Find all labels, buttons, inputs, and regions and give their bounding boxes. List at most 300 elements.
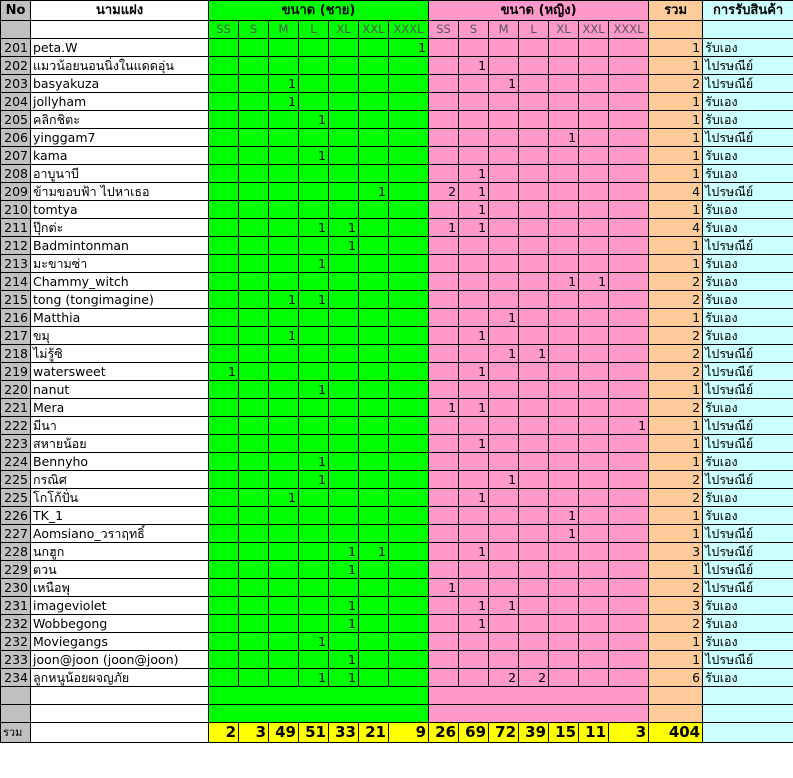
female-size-cell[interactable]: 1: [459, 489, 489, 507]
female-size-cell[interactable]: [579, 255, 609, 273]
delivery-cell[interactable]: รับเอง: [703, 453, 793, 471]
female-size-cell[interactable]: [429, 291, 459, 309]
male-size-cell[interactable]: [389, 309, 429, 327]
male-size-cell[interactable]: [239, 39, 269, 57]
row-number-cell[interactable]: 220: [1, 381, 31, 399]
male-size-cell[interactable]: [389, 57, 429, 75]
male-size-cell[interactable]: 1: [299, 291, 329, 309]
female-size-cell[interactable]: 1: [459, 615, 489, 633]
alias-cell[interactable]: Mera: [31, 399, 209, 417]
row-number-cell[interactable]: 232: [1, 615, 31, 633]
row-total-cell[interactable]: 2: [649, 345, 703, 363]
male-size-cell[interactable]: [239, 93, 269, 111]
delivery-cell[interactable]: รับเอง: [703, 255, 793, 273]
male-size-cell[interactable]: [269, 201, 299, 219]
female-size-cell[interactable]: [519, 525, 549, 543]
female-size-cell[interactable]: [429, 111, 459, 129]
male-size-cell[interactable]: [269, 237, 299, 255]
male-size-cell[interactable]: [299, 579, 329, 597]
male-size-cell[interactable]: [359, 219, 389, 237]
female-size-cell[interactable]: [549, 327, 579, 345]
male-total[interactable]: 51: [299, 723, 329, 743]
female-size-cell[interactable]: [459, 237, 489, 255]
male-size-cell[interactable]: [329, 435, 359, 453]
male-size-cell[interactable]: [329, 147, 359, 165]
male-size-cell[interactable]: [359, 561, 389, 579]
female-blank[interactable]: [429, 705, 649, 723]
male-size-cell[interactable]: 1: [359, 183, 389, 201]
delivery-cell[interactable]: ไปรษณีย์: [703, 183, 793, 201]
female-size-cell[interactable]: [549, 561, 579, 579]
total-header[interactable]: รวม: [649, 1, 703, 21]
male-size-cell[interactable]: [209, 183, 239, 201]
female-size-cell[interactable]: [579, 363, 609, 381]
male-size-cell[interactable]: 1: [359, 543, 389, 561]
female-size-cell[interactable]: [519, 93, 549, 111]
male-size-cell[interactable]: [209, 129, 239, 147]
male-size-cell[interactable]: [299, 39, 329, 57]
row-number-cell[interactable]: 212: [1, 237, 31, 255]
female-size-cell[interactable]: 1: [609, 417, 649, 435]
delivery-cell[interactable]: ไปรษณีย์: [703, 381, 793, 399]
female-size-cell[interactable]: 1: [579, 273, 609, 291]
male-size-cell[interactable]: [269, 525, 299, 543]
female-size-cell[interactable]: [489, 291, 519, 309]
row-total-cell[interactable]: 2: [649, 291, 703, 309]
female-size-cell[interactable]: [579, 669, 609, 687]
male-size-cell[interactable]: [389, 471, 429, 489]
male-size-cell[interactable]: [209, 507, 239, 525]
female-size-cell[interactable]: [429, 363, 459, 381]
female-size-cell[interactable]: [489, 615, 519, 633]
male-size-cell[interactable]: [359, 669, 389, 687]
male-size-cell[interactable]: [299, 345, 329, 363]
male-size-cell[interactable]: [299, 75, 329, 93]
female-size-cell[interactable]: [579, 93, 609, 111]
male-size-cell[interactable]: [239, 183, 269, 201]
male-size-label[interactable]: XXL: [359, 21, 389, 39]
delivery-cell[interactable]: รับเอง: [703, 309, 793, 327]
male-size-cell[interactable]: 1: [269, 327, 299, 345]
male-size-cell[interactable]: [389, 291, 429, 309]
delivery-cell[interactable]: รับเอง: [703, 39, 793, 57]
female-size-cell[interactable]: [549, 399, 579, 417]
alias-cell[interactable]: ปุ๊กต่ะ: [31, 219, 209, 237]
male-size-cell[interactable]: [329, 183, 359, 201]
female-size-cell[interactable]: [489, 219, 519, 237]
female-size-cell[interactable]: [609, 615, 649, 633]
male-size-cell[interactable]: [299, 543, 329, 561]
male-size-cell[interactable]: [209, 93, 239, 111]
male-size-cell[interactable]: [239, 381, 269, 399]
female-size-cell[interactable]: 2: [489, 669, 519, 687]
alias-cell[interactable]: tong (tongimagine): [31, 291, 209, 309]
male-total[interactable]: 21: [359, 723, 389, 743]
alias-cell[interactable]: TK_1: [31, 507, 209, 525]
row-total-cell[interactable]: 3: [649, 543, 703, 561]
female-size-cell[interactable]: [429, 471, 459, 489]
male-size-cell[interactable]: 1: [299, 471, 329, 489]
male-size-cell[interactable]: [299, 651, 329, 669]
female-size-cell[interactable]: [429, 57, 459, 75]
male-size-cell[interactable]: [209, 345, 239, 363]
name-cell[interactable]: [31, 705, 209, 723]
row-total-cell[interactable]: 4: [649, 183, 703, 201]
male-size-cell[interactable]: [299, 93, 329, 111]
alias-cell[interactable]: Badmintonman: [31, 237, 209, 255]
alias-cell[interactable]: Chammy_witch: [31, 273, 209, 291]
male-size-cell[interactable]: [269, 453, 299, 471]
male-size-cell[interactable]: [359, 417, 389, 435]
female-size-cell[interactable]: [609, 273, 649, 291]
female-size-cell[interactable]: [519, 165, 549, 183]
delivery-header[interactable]: การรับสินค้า: [703, 1, 793, 21]
female-size-cell[interactable]: [489, 273, 519, 291]
female-size-cell[interactable]: [459, 633, 489, 651]
female-size-cell[interactable]: [489, 453, 519, 471]
female-size-cell[interactable]: [609, 111, 649, 129]
female-size-cell[interactable]: [579, 165, 609, 183]
male-size-cell[interactable]: [389, 111, 429, 129]
male-size-cell[interactable]: [269, 669, 299, 687]
female-size-cell[interactable]: 1: [459, 435, 489, 453]
male-size-cell[interactable]: [389, 525, 429, 543]
female-size-cell[interactable]: [579, 471, 609, 489]
female-size-cell[interactable]: [489, 111, 519, 129]
female-size-cell[interactable]: [609, 291, 649, 309]
female-size-cell[interactable]: [429, 39, 459, 57]
male-size-cell[interactable]: 1: [299, 219, 329, 237]
alias-cell[interactable]: nanut: [31, 381, 209, 399]
male-size-cell[interactable]: [299, 129, 329, 147]
female-size-cell[interactable]: [579, 579, 609, 597]
male-size-cell[interactable]: [209, 309, 239, 327]
delivery-cell[interactable]: รับเอง: [703, 201, 793, 219]
male-size-cell[interactable]: [299, 237, 329, 255]
alias-cell[interactable]: ลูกหนูน้อยผจญภัย: [31, 669, 209, 687]
female-size-cell[interactable]: [519, 147, 549, 165]
delivery-cell[interactable]: รับเอง: [703, 327, 793, 345]
row-number-cell[interactable]: 227: [1, 525, 31, 543]
male-size-cell[interactable]: [269, 381, 299, 399]
row-total-cell[interactable]: 1: [649, 165, 703, 183]
female-size-cell[interactable]: [579, 651, 609, 669]
female-size-cell[interactable]: [549, 255, 579, 273]
female-size-cell[interactable]: [549, 417, 579, 435]
female-size-cell[interactable]: 1: [459, 327, 489, 345]
alias-cell[interactable]: watersweet: [31, 363, 209, 381]
male-size-cell[interactable]: 1: [269, 75, 299, 93]
male-size-cell[interactable]: [269, 345, 299, 363]
alias-cell[interactable]: joon@joon (joon@joon): [31, 651, 209, 669]
female-size-cell[interactable]: [519, 183, 549, 201]
female-size-cell[interactable]: [549, 669, 579, 687]
male-size-cell[interactable]: [299, 561, 329, 579]
row-number-cell[interactable]: 207: [1, 147, 31, 165]
male-size-cell[interactable]: [299, 363, 329, 381]
female-size-cell[interactable]: [429, 237, 459, 255]
female-size-cell[interactable]: 1: [549, 273, 579, 291]
delivery-cell[interactable]: ไปรษณีย์: [703, 435, 793, 453]
male-size-cell[interactable]: [269, 129, 299, 147]
row-number-cell[interactable]: 224: [1, 453, 31, 471]
delivery-subheader[interactable]: [703, 21, 793, 39]
female-size-cell[interactable]: [489, 183, 519, 201]
female-size-cell[interactable]: [489, 237, 519, 255]
male-size-cell[interactable]: [389, 417, 429, 435]
female-size-cell[interactable]: [429, 165, 459, 183]
female-size-cell[interactable]: [609, 129, 649, 147]
delivery-blank[interactable]: [703, 705, 793, 723]
male-size-cell[interactable]: [209, 525, 239, 543]
total-subheader[interactable]: [649, 21, 703, 39]
female-size-cell[interactable]: [489, 507, 519, 525]
male-size-cell[interactable]: [269, 255, 299, 273]
male-size-cell[interactable]: [209, 543, 239, 561]
male-size-cell[interactable]: [389, 327, 429, 345]
male-total[interactable]: 49: [269, 723, 299, 743]
female-size-cell[interactable]: [519, 453, 549, 471]
female-size-cell[interactable]: [519, 399, 549, 417]
female-total[interactable]: 69: [459, 723, 489, 743]
male-size-cell[interactable]: [389, 489, 429, 507]
female-size-cell[interactable]: [519, 435, 549, 453]
female-size-cell[interactable]: [579, 417, 609, 435]
alias-cell[interactable]: มีนา: [31, 417, 209, 435]
female-size-cell[interactable]: [579, 615, 609, 633]
male-size-header[interactable]: ขนาด (ชาย): [209, 1, 429, 21]
male-size-cell[interactable]: [389, 165, 429, 183]
row-number-cell[interactable]: 211: [1, 219, 31, 237]
female-size-cell[interactable]: [519, 417, 549, 435]
female-size-cell[interactable]: [579, 237, 609, 255]
male-size-cell[interactable]: [329, 399, 359, 417]
male-size-cell[interactable]: [359, 399, 389, 417]
male-size-cell[interactable]: [359, 165, 389, 183]
female-size-label[interactable]: XL: [549, 21, 579, 39]
row-number-cell[interactable]: 223: [1, 435, 31, 453]
female-size-cell[interactable]: [519, 219, 549, 237]
row-total-cell[interactable]: 1: [649, 381, 703, 399]
male-size-cell[interactable]: 1: [269, 489, 299, 507]
male-size-cell[interactable]: [269, 219, 299, 237]
male-total[interactable]: 9: [389, 723, 429, 743]
female-size-cell[interactable]: [549, 651, 579, 669]
female-size-cell[interactable]: [609, 183, 649, 201]
alias-cell[interactable]: ข้ามขอบฟ้า ไปหาเธอ: [31, 183, 209, 201]
no-cell[interactable]: [1, 705, 31, 723]
female-size-label[interactable]: S: [459, 21, 489, 39]
delivery-cell[interactable]: รับเอง: [703, 399, 793, 417]
female-size-cell[interactable]: [429, 345, 459, 363]
male-size-cell[interactable]: [239, 615, 269, 633]
male-size-cell[interactable]: [329, 111, 359, 129]
male-size-cell[interactable]: [209, 165, 239, 183]
female-size-cell[interactable]: [609, 525, 649, 543]
female-size-cell[interactable]: [429, 93, 459, 111]
male-size-cell[interactable]: [359, 57, 389, 75]
male-size-cell[interactable]: [329, 417, 359, 435]
delivery-cell[interactable]: รับเอง: [703, 669, 793, 687]
female-size-cell[interactable]: [459, 651, 489, 669]
male-size-cell[interactable]: [329, 129, 359, 147]
male-size-cell[interactable]: [239, 507, 269, 525]
male-size-cell[interactable]: [269, 363, 299, 381]
row-total-cell[interactable]: 1: [649, 561, 703, 579]
alias-cell[interactable]: ขมุ: [31, 327, 209, 345]
male-size-label[interactable]: XL: [329, 21, 359, 39]
male-size-cell[interactable]: [269, 471, 299, 489]
delivery-blank[interactable]: [703, 687, 793, 705]
male-size-cell[interactable]: [209, 489, 239, 507]
row-number-cell[interactable]: 210: [1, 201, 31, 219]
female-size-cell[interactable]: [429, 615, 459, 633]
female-size-cell[interactable]: 1: [429, 579, 459, 597]
male-size-cell[interactable]: [329, 57, 359, 75]
alias-cell[interactable]: imageviolet: [31, 597, 209, 615]
alias-cell[interactable]: อาบูนาบี: [31, 165, 209, 183]
row-number-cell[interactable]: 225: [1, 471, 31, 489]
female-size-cell[interactable]: [429, 255, 459, 273]
delivery-cell[interactable]: ไปรษณีย์: [703, 651, 793, 669]
row-total-cell[interactable]: 1: [649, 111, 703, 129]
female-size-cell[interactable]: [549, 543, 579, 561]
female-size-label[interactable]: L: [519, 21, 549, 39]
delivery-cell[interactable]: ไปรษณีย์: [703, 471, 793, 489]
row-number-cell[interactable]: 203: [1, 75, 31, 93]
male-size-cell[interactable]: [269, 507, 299, 525]
female-size-cell[interactable]: [489, 147, 519, 165]
female-size-cell[interactable]: 1: [459, 597, 489, 615]
female-size-cell[interactable]: [609, 453, 649, 471]
row-number-cell[interactable]: 216: [1, 309, 31, 327]
delivery-cell[interactable]: ไปรษณีย์: [703, 525, 793, 543]
row-number-cell[interactable]: 221: [1, 399, 31, 417]
row-number-cell[interactable]: 231: [1, 597, 31, 615]
male-size-cell[interactable]: [359, 381, 389, 399]
female-size-cell[interactable]: [609, 363, 649, 381]
male-size-cell[interactable]: [329, 381, 359, 399]
female-size-cell[interactable]: [459, 75, 489, 93]
row-number-cell[interactable]: 218: [1, 345, 31, 363]
alias-cell[interactable]: Matthia: [31, 309, 209, 327]
alias-cell[interactable]: peta.W: [31, 39, 209, 57]
female-size-cell[interactable]: [459, 147, 489, 165]
male-size-cell[interactable]: [209, 111, 239, 129]
female-size-cell[interactable]: [549, 453, 579, 471]
male-size-cell[interactable]: [389, 363, 429, 381]
female-size-cell[interactable]: [429, 75, 459, 93]
female-size-cell[interactable]: [489, 39, 519, 57]
male-size-cell[interactable]: 1: [329, 615, 359, 633]
female-size-cell[interactable]: [459, 579, 489, 597]
row-total-cell[interactable]: 1: [649, 525, 703, 543]
male-size-cell[interactable]: [359, 507, 389, 525]
female-size-cell[interactable]: [459, 381, 489, 399]
female-size-cell[interactable]: 1: [459, 183, 489, 201]
name-header[interactable]: นามแฝง: [31, 1, 209, 21]
male-size-cell[interactable]: [329, 75, 359, 93]
row-number-cell[interactable]: 205: [1, 111, 31, 129]
female-size-cell[interactable]: 1: [549, 507, 579, 525]
female-size-cell[interactable]: [459, 273, 489, 291]
female-size-cell[interactable]: 1: [549, 129, 579, 147]
male-size-cell[interactable]: [239, 597, 269, 615]
female-size-cell[interactable]: [549, 75, 579, 93]
male-size-cell[interactable]: [299, 165, 329, 183]
female-size-cell[interactable]: [519, 57, 549, 75]
female-size-cell[interactable]: [489, 93, 519, 111]
delivery-cell[interactable]: ไปรษณีย์: [703, 345, 793, 363]
female-size-cell[interactable]: [459, 309, 489, 327]
female-size-cell[interactable]: [579, 597, 609, 615]
male-size-cell[interactable]: [269, 309, 299, 327]
male-size-cell[interactable]: [389, 147, 429, 165]
female-size-cell[interactable]: [489, 651, 519, 669]
row-number-cell[interactable]: 201: [1, 39, 31, 57]
female-size-cell[interactable]: [579, 633, 609, 651]
male-size-cell[interactable]: [239, 309, 269, 327]
female-size-cell[interactable]: [489, 57, 519, 75]
female-size-cell[interactable]: [609, 471, 649, 489]
female-size-cell[interactable]: [609, 633, 649, 651]
male-size-label[interactable]: L: [299, 21, 329, 39]
female-size-cell[interactable]: 1: [489, 75, 519, 93]
row-total-cell[interactable]: 1: [649, 129, 703, 147]
female-size-cell[interactable]: [429, 561, 459, 579]
row-total-cell[interactable]: 1: [649, 507, 703, 525]
male-size-cell[interactable]: [239, 219, 269, 237]
male-size-cell[interactable]: [269, 399, 299, 417]
male-size-cell[interactable]: [359, 489, 389, 507]
female-size-cell[interactable]: [489, 489, 519, 507]
row-total-cell[interactable]: 2: [649, 489, 703, 507]
female-size-cell[interactable]: 1: [489, 471, 519, 489]
male-size-cell[interactable]: [389, 453, 429, 471]
row-total-cell[interactable]: 1: [649, 309, 703, 327]
female-size-cell[interactable]: 1: [489, 309, 519, 327]
male-size-cell[interactable]: [239, 57, 269, 75]
female-size-cell[interactable]: [519, 327, 549, 345]
male-size-cell[interactable]: [239, 471, 269, 489]
male-size-cell[interactable]: [389, 219, 429, 237]
male-size-cell[interactable]: [209, 147, 239, 165]
female-size-cell[interactable]: [519, 381, 549, 399]
male-size-cell[interactable]: [209, 669, 239, 687]
female-size-cell[interactable]: [549, 201, 579, 219]
female-size-cell[interactable]: [549, 435, 579, 453]
female-size-cell[interactable]: [549, 579, 579, 597]
female-size-cell[interactable]: [429, 453, 459, 471]
female-size-cell[interactable]: [609, 237, 649, 255]
male-size-label[interactable]: M: [269, 21, 299, 39]
female-size-cell[interactable]: [489, 327, 519, 345]
male-size-cell[interactable]: [209, 579, 239, 597]
female-size-cell[interactable]: [579, 561, 609, 579]
male-size-cell[interactable]: 1: [389, 39, 429, 57]
female-size-cell[interactable]: [489, 543, 519, 561]
male-size-cell[interactable]: [239, 399, 269, 417]
female-size-cell[interactable]: [519, 543, 549, 561]
female-size-cell[interactable]: 1: [429, 219, 459, 237]
female-size-cell[interactable]: [489, 525, 519, 543]
female-size-cell[interactable]: [609, 597, 649, 615]
row-number-cell[interactable]: 202: [1, 57, 31, 75]
alias-cell[interactable]: ตวน: [31, 561, 209, 579]
female-size-cell[interactable]: [579, 399, 609, 417]
female-size-cell[interactable]: [429, 417, 459, 435]
total-blank[interactable]: [649, 705, 703, 723]
